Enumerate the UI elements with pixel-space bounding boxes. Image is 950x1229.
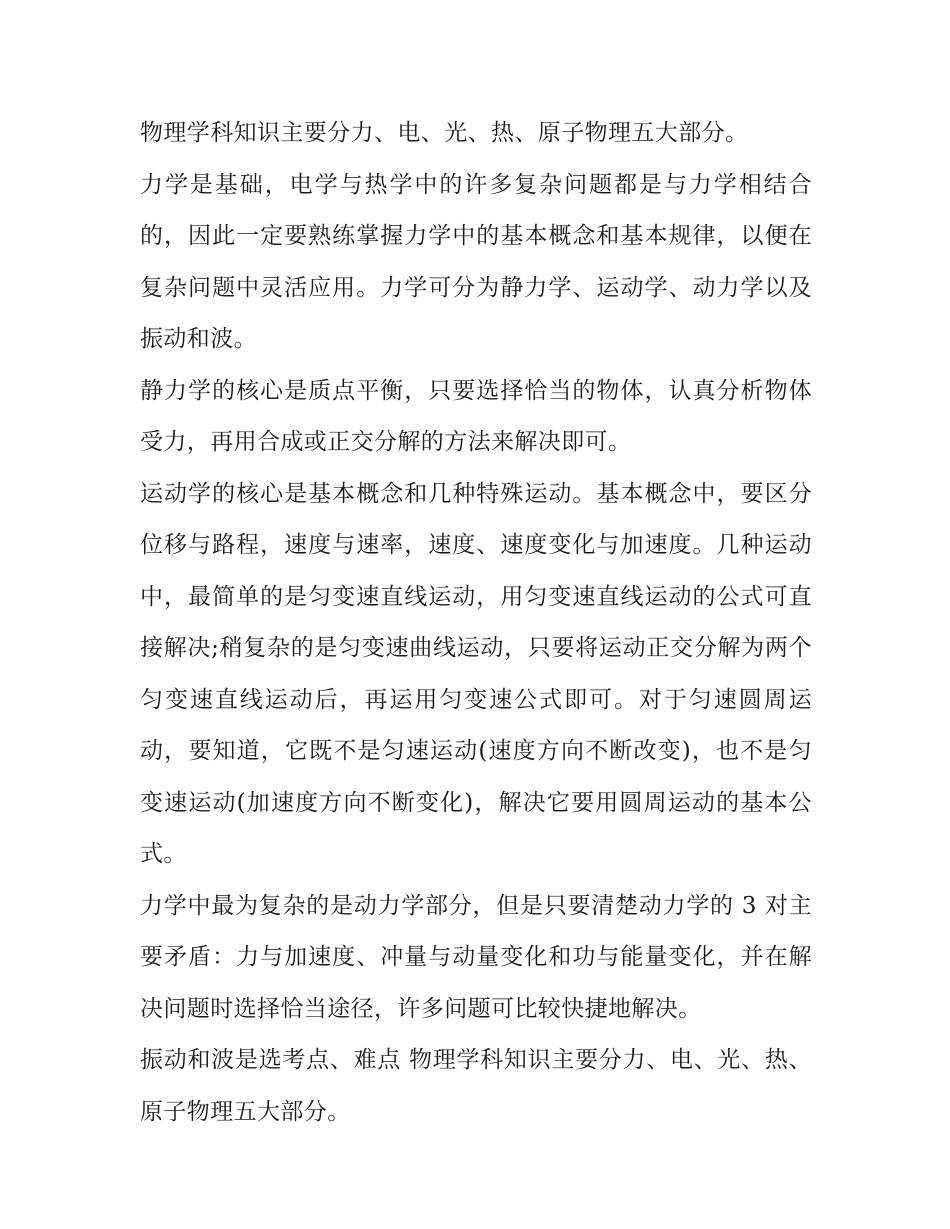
paragraph-dynamics: 力学中最为复杂的是动力学部分，但是只要清楚动力学的 3 对主要矛盾：力与加速度、冲量与动量变化和功与能量变化，并在解决问题时选择恰当途径，许多问题可比较快捷地解决。 xyxy=(140,892,812,1022)
paragraph-vibration-waves: 振动和波是选考点、难点 物理学科知识主要分力、电、光、热、原子物理五大部分。 xyxy=(140,1047,812,1125)
paragraph-mechanics-basis: 力学是基础，电学与热学中的许多复杂问题都是与力学相结合的，因此一定要熟练掌握力学中的基本概念和基本规律，以便在复杂问题中灵活应用。力学可分为静力学、运动学、动力学以及振动和波。 xyxy=(140,171,812,352)
paragraph-overview: 物理学科知识主要分力、电、光、热、原子物理五大部分。 xyxy=(140,120,749,146)
document-body xyxy=(140,108,812,1138)
paragraph-kinematics: 运动学的核心是基本概念和几种特殊运动。基本概念中，要区分位移与路程，速度与速率，速度、速度变化与加速度。几种运动中，最简单的是匀变速直线运动，用匀变速直线运动的公式可直接解决;稍复杂的是匀变速曲线运动，只要将运动正交分解为两个匀变速直线运动后，再运用匀变速公式即可。对于匀速圆周运动，要知道，它既不是匀速运动(速度方向不断改变)，也不是匀变速运动(加速度方向不断变化)，解决它要用圆周运动的基本公式。 xyxy=(140,480,812,867)
paragraph-statics: 静力学的核心是质点平衡，只要选择恰当的物体，认真分析物体受力，再用合成或正交分解的方法来解决即可。 xyxy=(140,377,812,455)
